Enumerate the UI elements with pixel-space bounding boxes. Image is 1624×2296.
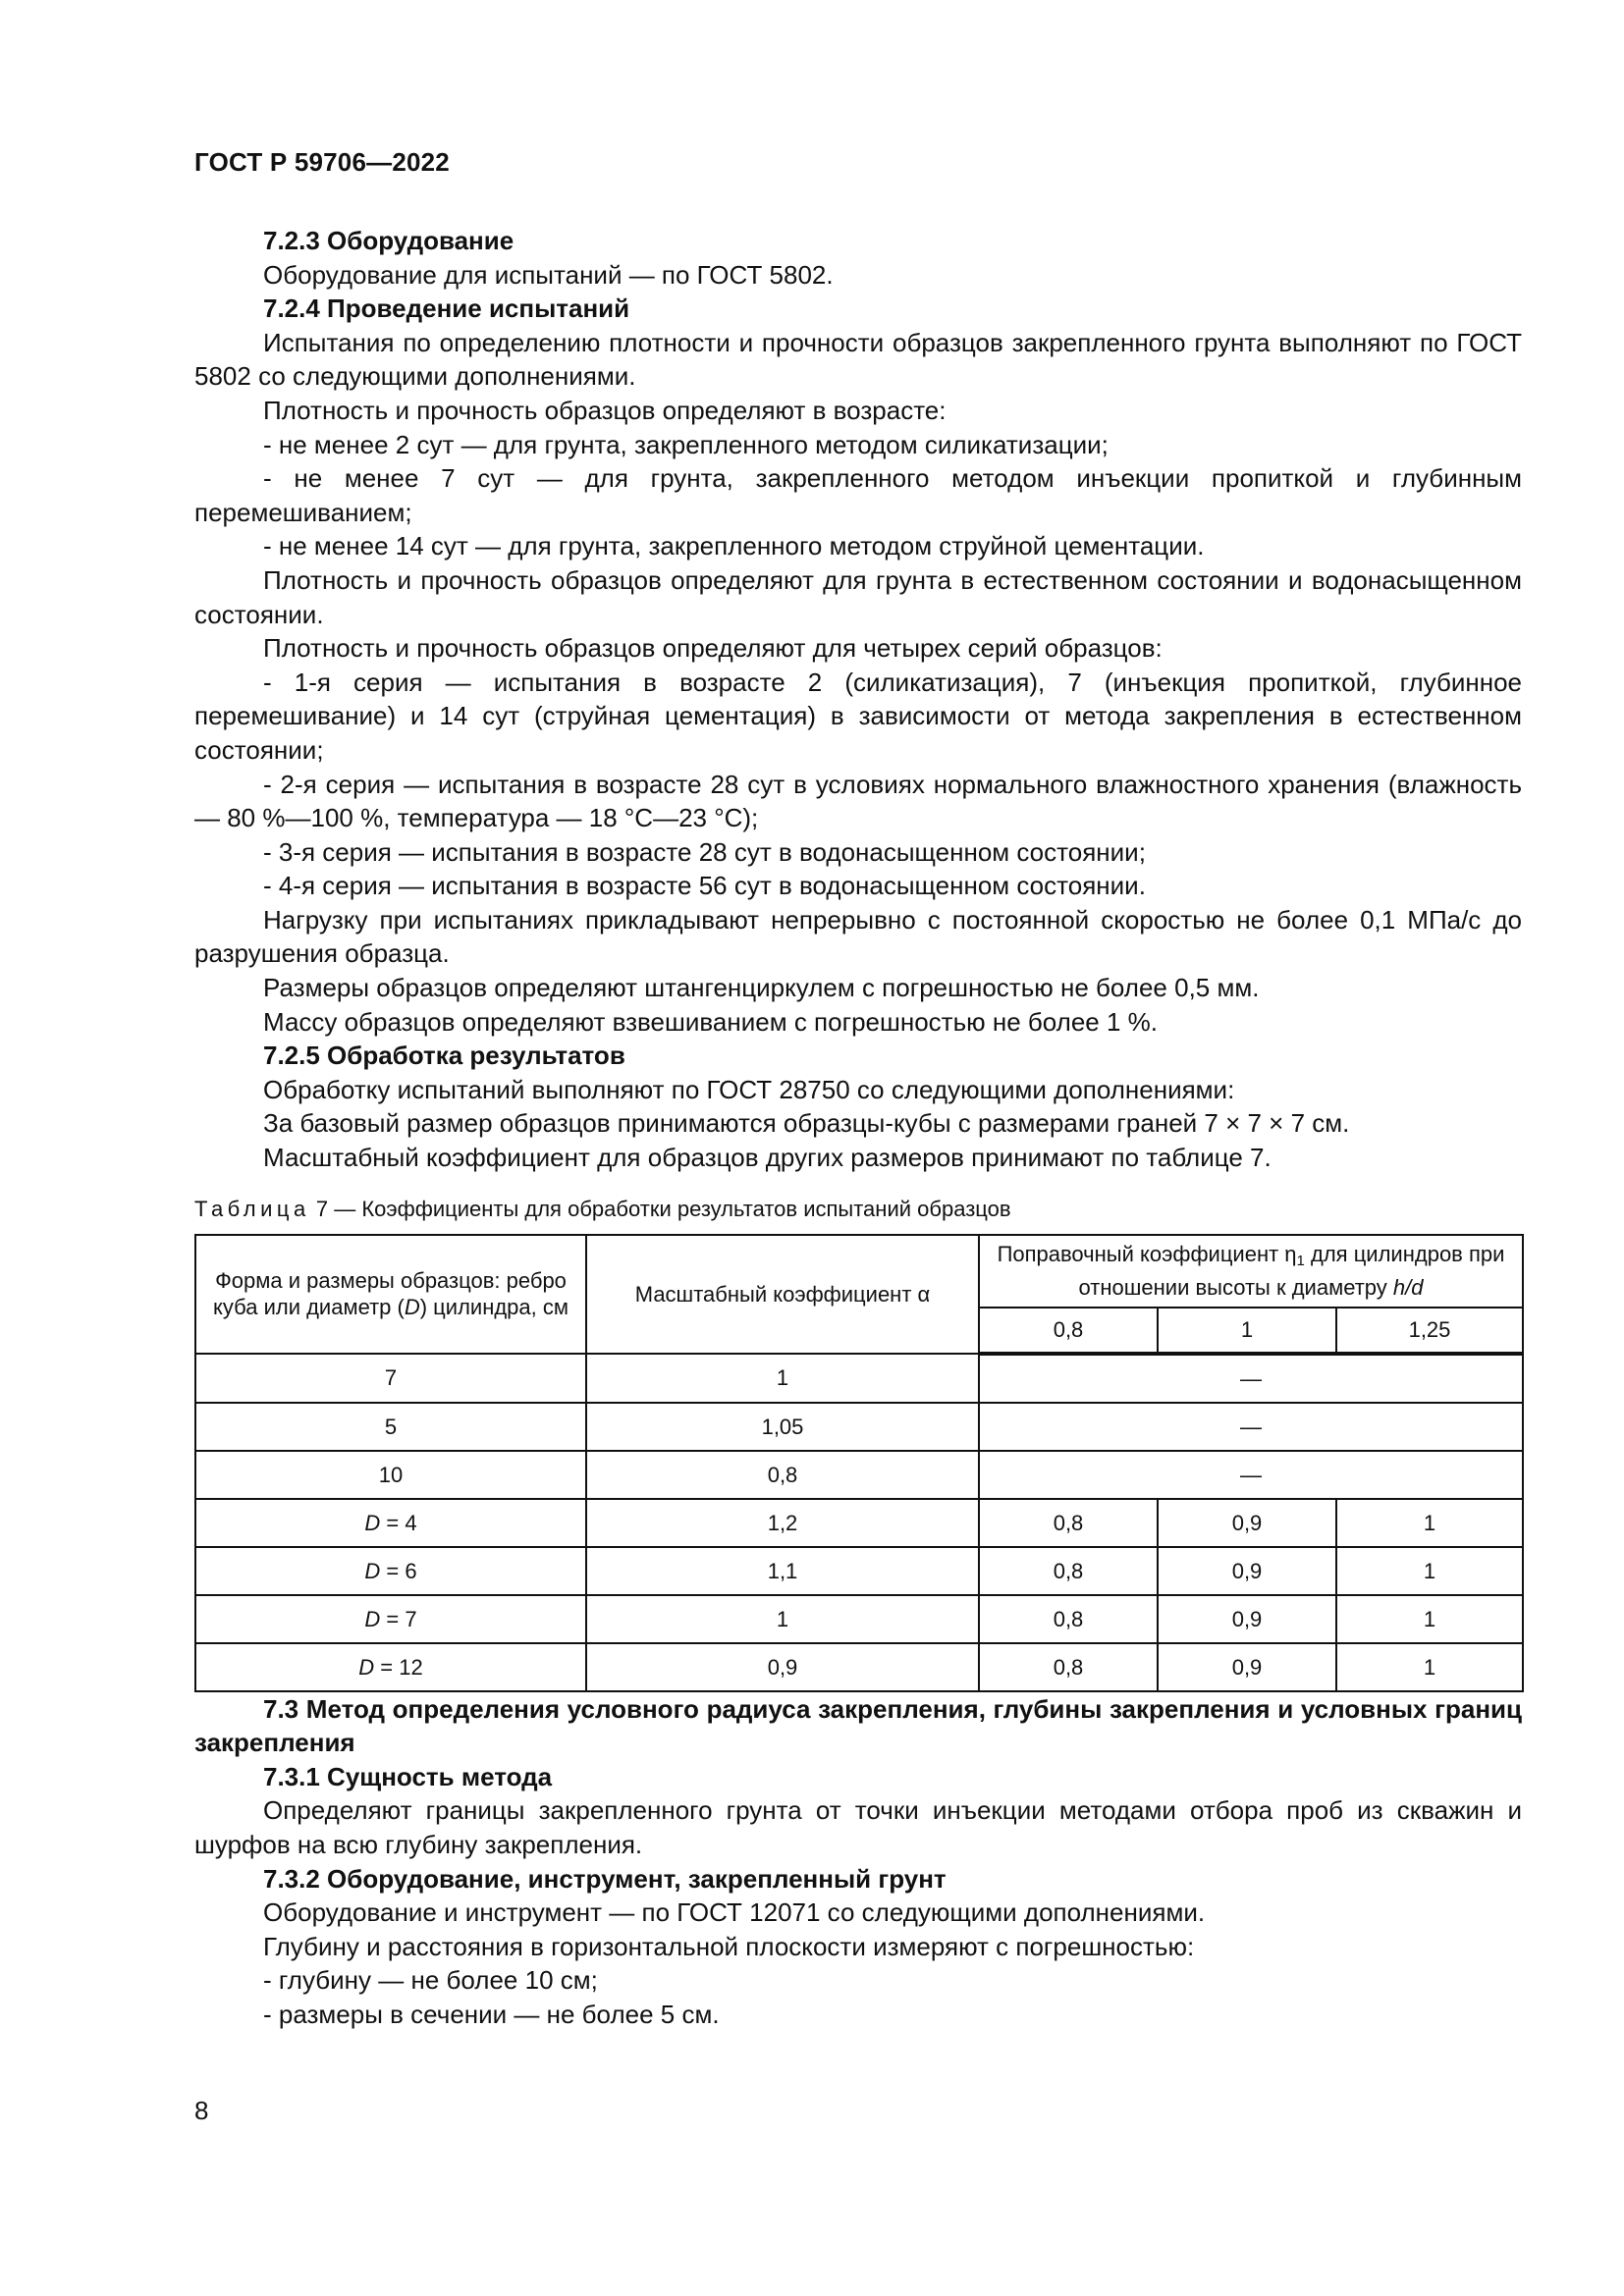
cell-alpha: 0,8 — [586, 1451, 979, 1499]
section-7-2-3-title: 7.2.3 Оборудование — [263, 226, 514, 255]
table-caption-text: 7 — Коэффициенты для обработки результатов испытаний образцов — [309, 1196, 1011, 1221]
list-item: - размеры в сечении — не более 5 см. — [263, 1999, 720, 2029]
cell-eta: 0,8 — [979, 1547, 1158, 1595]
cell-eta: 1 — [1336, 1499, 1523, 1547]
table-row — [195, 1354, 1523, 1403]
cell-alpha: 0,9 — [586, 1643, 979, 1691]
paragraph: Оборудование и инструмент — по ГОСТ 12071 со следующими дополнениями. — [263, 1897, 1206, 1928]
cell-size: 7 — [195, 1354, 586, 1403]
section-7-3-2-title: 7.3.2 Оборудование, инструмент, закрепленный грунт — [263, 1863, 947, 1894]
cell-eta: 0,9 — [1158, 1643, 1336, 1691]
table-caption-label: Таблица — [194, 1196, 310, 1221]
cell-eta: 0,9 — [1158, 1547, 1336, 1595]
list-item: - глубину — не более 10 см; — [263, 1965, 598, 1996]
cell-alpha: 1 — [586, 1354, 979, 1403]
header-ratio: 0,8 — [979, 1308, 1158, 1354]
paragraph: Размеры образцов определяют штангенциркулем с погрешностью не более 0,5 мм. — [263, 973, 1260, 1003]
document-body — [194, 224, 1522, 2032]
table-caption — [194, 1195, 1522, 1224]
coefficients-table — [194, 1234, 1524, 1692]
cell-alpha: 1,2 — [586, 1499, 979, 1547]
paragraph: Плотность и прочность образцов определяют в возрасте: — [263, 395, 947, 425]
paragraph: Плотность и прочность образцов определяют для четырех серий образцов: — [263, 633, 1163, 664]
list-item: - 2-я серия — испытания в возрасте 28 сут в условиях нормального влажностного хранения (влажность — 80 %—100 %, температура — 18 °С—23 °С); — [194, 769, 1522, 833]
header-correction-coefficient: Поправочный коэффициент $\eta_1$ для цилиндров при отношении высоты к диаметру h/d — [979, 1235, 1523, 1308]
cell-dash: — — [979, 1403, 1523, 1451]
cell-eta: 0,8 — [979, 1643, 1158, 1691]
cell-eta: 0,8 — [979, 1595, 1158, 1643]
page-number: 8 — [194, 2096, 209, 2125]
cell-size: 5 — [195, 1403, 586, 1451]
list-item: - 4-я серия — испытания в возрасте 56 сут в водонасыщенном состоянии. — [263, 871, 1146, 901]
cell-size: D = 7 — [195, 1595, 586, 1643]
cell-size: 10 — [195, 1451, 586, 1499]
cell-alpha: 1 — [586, 1595, 979, 1643]
cell-eta: 0,9 — [1158, 1499, 1336, 1547]
table-row — [195, 1547, 1523, 1595]
header-ratio: 1,25 — [1336, 1308, 1523, 1354]
paragraph: Масштабный коэффициент для образцов других размеров принимают по таблице 7. — [263, 1143, 1272, 1173]
cell-eta: 0,8 — [979, 1499, 1158, 1547]
list-item: - не менее 2 сут — для грунта, закрепленного методом силикатизации; — [263, 429, 1109, 459]
paragraph: Оборудование для испытаний — по ГОСТ 5802. — [263, 259, 834, 290]
section-7-2-5-title: 7.2.5 Обработка результатов — [263, 1041, 625, 1071]
table-row — [195, 1403, 1523, 1451]
paragraph: Массу образцов определяют взвешиванием с погрешностью не более 1 %. — [263, 1006, 1159, 1037]
table-row — [195, 1643, 1523, 1691]
list-item: - не менее 7 сут — для грунта, закрепленного методом инъекции пропиткой и глубинным перемешиванием; — [194, 463, 1522, 527]
list-item: - не менее 14 сут — для грунта, закрепленного методом струйной цементации. — [263, 531, 1205, 561]
cell-size: D = 6 — [195, 1547, 586, 1595]
header-ratio: 1 — [1158, 1308, 1336, 1354]
cell-size: D = 4 — [195, 1499, 586, 1547]
paragraph: Определяют границы закрепленного грунта от точки инъекции методами отбора проб из скважин и шурфов на всю глубину закрепления. — [194, 1795, 1522, 1859]
cell-eta: 1 — [1336, 1595, 1523, 1643]
table-row — [195, 1595, 1523, 1643]
paragraph: Глубину и расстояния в горизонтальной плоскости измеряют с погрешностью: — [263, 1931, 1195, 1961]
cell-eta: 1 — [1336, 1547, 1523, 1595]
paragraph: Обработку испытаний выполняют по ГОСТ 28750 со следующими дополнениями: — [263, 1074, 1235, 1104]
cell-dash: — — [979, 1354, 1523, 1403]
cell-size: D = 12 — [195, 1643, 586, 1691]
table-row — [195, 1499, 1523, 1547]
paragraph: Испытания по определению плотности и прочности образцов закрепленного грунта выполняют по ГОСТ 5802 со следующими дополнениями. — [194, 327, 1522, 392]
cell-eta: 1 — [1336, 1643, 1523, 1691]
section-7-3-title: 7.3 Метод определения условного радиуса закрепления, глубины закрепления и условных границ закрепления — [194, 1693, 1522, 1758]
cell-alpha: 1,05 — [586, 1403, 979, 1451]
cell-alpha: 1,1 — [586, 1547, 979, 1595]
section-7-2-4-title: 7.2.4 Проведение испытаний — [263, 294, 630, 324]
header-scale-coefficient: Масштабный коэффициент α — [586, 1235, 979, 1354]
list-item: - 3-я серия — испытания в возрасте 28 сут в водонасыщенном состоянии; — [263, 836, 1146, 867]
cell-eta: 0,9 — [1158, 1595, 1336, 1643]
section-7-3-1-title: 7.3.1 Сущность метода — [263, 1761, 553, 1791]
paragraph: За базовый размер образцов принимаются образцы-кубы с размерами граней 7 × 7 × 7 см. — [263, 1108, 1350, 1139]
table-row — [195, 1451, 1523, 1499]
paragraph: Нагрузку при испытаниях прикладывают непрерывно с постоянной скоростью не более 0,1 МПа/с до разрушения образца. — [194, 904, 1522, 969]
list-item: - 1-я серия — испытания в возрасте 2 (силикатизация), 7 (инъекция пропиткой, глубинное перемешивание) и 14 сут (струйная цементация) в зависимости от метода закрепления в естественном состоянии; — [194, 667, 1522, 765]
header-sample-size: Форма и размеры образцов: ребро куба или диаметр (D) цилиндра, см — [195, 1235, 586, 1354]
paragraph: Плотность и прочность образцов определяют для грунта в естественном состоянии и водонасыщенном состоянии. — [194, 564, 1522, 629]
cell-dash: — — [979, 1451, 1523, 1499]
standard-header: ГОСТ Р 59706—2022 — [194, 147, 450, 177]
